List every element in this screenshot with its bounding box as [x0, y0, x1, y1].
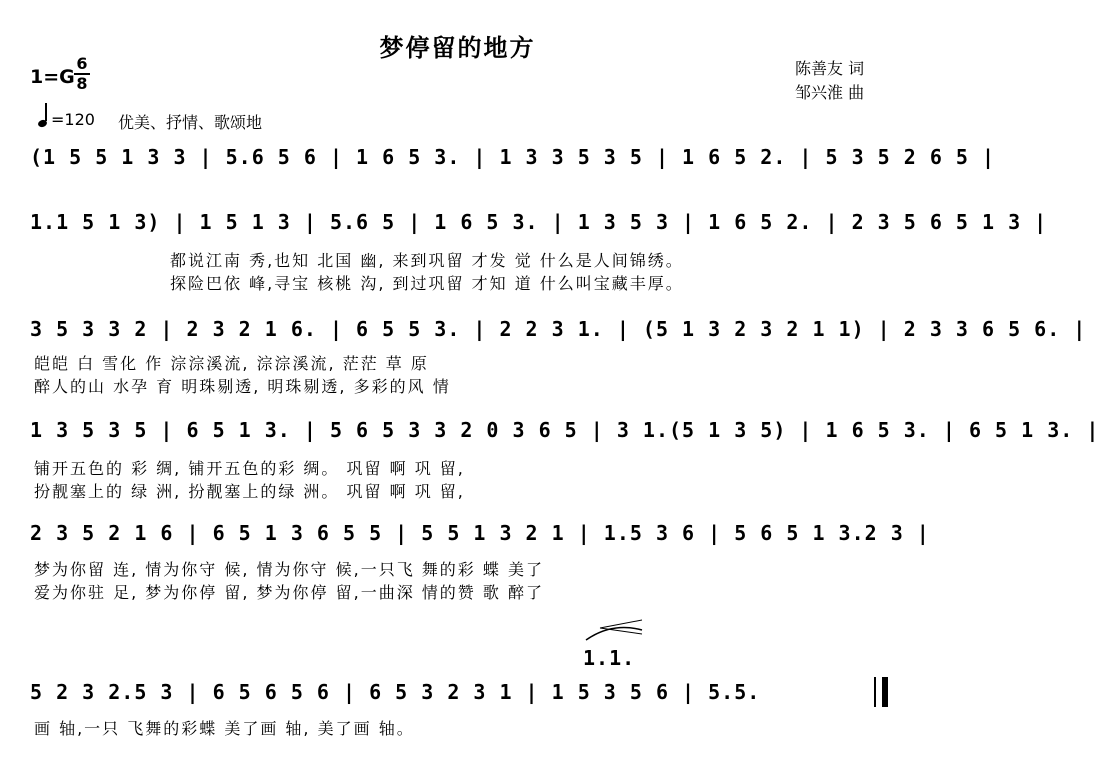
notation-line-5: 2 3 5 2 1 6 | 6 5 1 3 6 5 5 | 5 5 1 3 2 1 | 1.5 3 6 | 5 6 5 1 3.2 3 | [30, 521, 930, 545]
lyric-line-6: 画 轴,一只 飞舞的彩蝶 美了画 轴, 美了画 轴。 [34, 719, 415, 738]
composer-credit: 邹兴淮 曲 [795, 83, 865, 102]
note-stem [45, 103, 47, 121]
tempo-marking [38, 107, 95, 129]
final-barline-thick [882, 677, 888, 707]
song-title: 梦停留的地方 [379, 34, 536, 62]
lyric-line-4b: 扮靓塞上的 绿 洲, 扮靓塞上的绿 洲。 巩留 啊 巩 留, [34, 482, 465, 501]
upper-octave-notes: 1.1. [583, 646, 636, 670]
lyricist-credit: 陈善友 词 [795, 59, 865, 78]
final-barline-thin [874, 677, 876, 707]
key-signature: 1=G [30, 66, 75, 88]
lyric-line-2b: 探险巴依 峰,寻宝 核桃 沟, 到过巩留 才知 道 什么叫宝藏丰厚。 [170, 274, 684, 293]
lyric-line-5b: 爱为你驻 足, 梦为你停 留, 梦为你停 留,一曲深 情的赞 歌 醉了 [34, 583, 544, 602]
notation-line-2: 1.1 5 1 3) | 1 5 1 3 | 5.6 5 | 1 6 5 3. | 1 3 5 3 | 1 6 5 2. | 2 3 5 6 5 1 3 | [30, 210, 1048, 234]
time-signature [72, 56, 92, 92]
lyric-line-3a: 皑皑 白 雪化 作 淙淙溪流, 淙淙溪流, 茫茫 草 原 [34, 354, 429, 373]
lyric-line-4a: 铺开五色的 彩 绸, 铺开五色的彩 绸。 巩留 啊 巩 留, [34, 459, 465, 478]
crescendo-hairpin [582, 618, 652, 648]
lyric-line-5a: 梦为你留 连, 情为你守 候, 情为你守 候,一只飞 舞的彩 蝶 美了 [34, 560, 544, 579]
notation-line-1: (1 5 5 1 3 3 | 5.6 5 6 | 1 6 5 3. | 1 3 3 5 3 5 | 1 6 5 2. | 5 3 5 2 6 5 | [30, 145, 996, 169]
notation-line-4: 1 3 5 3 5 | 6 5 1 3. | 5 6 5 3 3 2 0 3 6 5 | 3 1.(5 1 3 5) | 1 6 5 3. | 6 5 1 3. | [30, 418, 1099, 442]
lyric-line-3b: 醉人的山 水孕 育 明珠剔透, 明珠剔透, 多彩的风 情 [34, 377, 451, 396]
meter-bottom: 8 [76, 74, 88, 93]
meter-top: 6 [76, 54, 88, 73]
lyric-line-2a: 都说江南 秀,也知 北国 幽, 来到巩留 才发 觉 什么是人间锦绣。 [170, 251, 684, 270]
notation-line-6: 5 2 3 2.5 3 | 6 5 6 5 6 | 6 5 3 2 3 1 | 1 5 3 5 6 | 5.5. [30, 680, 761, 704]
notation-line-3: 3 5 3 3 2 | 2 3 2 1 6. | 6 5 5 3. | 2 2 3 1. | (5 1 3 2 3 2 1 1) | 2 3 3 6 5 6. | [30, 317, 1087, 341]
style-marking: 优美、抒情、歌颂地 [118, 113, 263, 132]
tempo-value: =120 [51, 110, 95, 129]
